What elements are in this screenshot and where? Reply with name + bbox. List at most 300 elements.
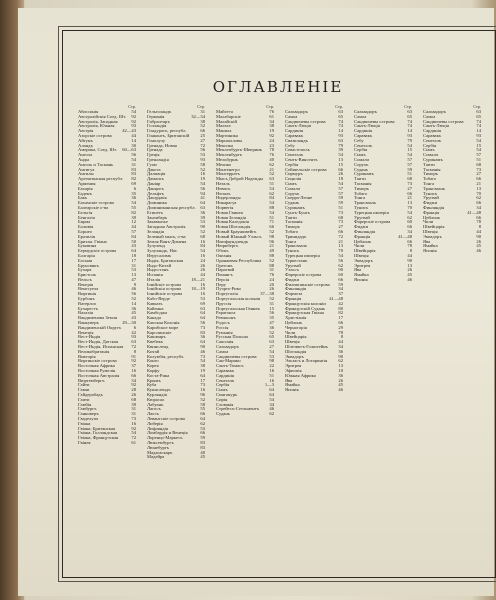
entry-name: Тиморъ <box>285 224 301 230</box>
entry-page: 23 <box>269 142 274 148</box>
entry-page: 9 <box>133 281 136 287</box>
entry-name: Сенегалъ <box>216 377 235 383</box>
entry-page: 54 <box>476 137 481 143</box>
entry-page: 66 <box>338 228 343 234</box>
entry-page: 66 <box>269 224 274 230</box>
entry-name: Гваделупа <box>78 416 99 421</box>
entry-page: 41—48 <box>329 296 343 302</box>
entry-page: 27 <box>338 224 343 230</box>
entry-page: 63 <box>407 109 412 114</box>
entry-page: 52 <box>200 396 205 402</box>
entry-name: Цейлонъ <box>285 320 303 326</box>
entry-name: Румынія <box>216 329 233 335</box>
entry-name: Наталь <box>216 180 230 186</box>
entry-page: 34 <box>269 118 274 124</box>
entry-name: Сандвичевы острова <box>354 118 395 124</box>
entry-name: Тобаго <box>354 190 368 196</box>
entry-name: Сорухъ <box>285 190 300 196</box>
entry-name: Антилы <box>78 171 94 177</box>
entry-name: Буковина <box>78 243 97 249</box>
entry-page: 16 <box>200 238 205 244</box>
entry-name: Викторія <box>78 353 96 359</box>
entry-name: Сейшельскіе острова <box>285 166 327 172</box>
entry-page: 31 <box>131 161 136 167</box>
entry-page: 64 <box>200 315 205 321</box>
entry-name: Западная Австралія <box>147 224 186 230</box>
entry-name: Корфу <box>147 368 160 374</box>
entry-page: 21 <box>476 180 481 186</box>
entry-page: 39 <box>200 214 205 220</box>
entry-page: 28 <box>131 387 136 393</box>
entry-name: Лабуанъ <box>147 401 164 407</box>
entry-name: Реюньонъ <box>216 315 236 321</box>
entry-page: 16 <box>269 377 274 383</box>
entry-page: 34 <box>338 344 343 350</box>
entry-name: Ява <box>354 267 362 273</box>
entry-page: 66 <box>476 214 481 220</box>
entry-page: 54 <box>476 147 481 153</box>
entry-name: Таити <box>285 214 297 220</box>
entry-page: 52 <box>200 166 205 172</box>
entry-page: 62 <box>338 358 343 364</box>
entry-page: 93 <box>131 123 136 129</box>
entry-page: 58 <box>200 401 205 407</box>
entry-page: 96 <box>269 238 274 244</box>
entry-name: Туркестанъ <box>285 257 308 263</box>
entry-name: Христіанія <box>285 315 307 321</box>
entry-page: 17 <box>200 377 205 383</box>
entry-name: Лоренцо-Маркесъ <box>147 435 183 441</box>
entry-name: Венесуела <box>78 286 99 292</box>
page-column-header: Стр. <box>266 104 274 109</box>
entry-page: 8 <box>340 334 343 340</box>
entry-page: 51 <box>476 156 481 162</box>
entry-page: 6 <box>133 324 136 330</box>
entry-name: Франція <box>354 233 371 239</box>
entry-name: Фарерскіе острова <box>285 272 322 278</box>
entry-page: 45 <box>200 454 205 460</box>
entry-name: Гаваи <box>78 387 90 393</box>
entry-name: Вест-Индія <box>78 334 101 340</box>
entry-name: Бристоль <box>78 272 97 278</box>
entry-name: Лифляндія <box>147 425 169 431</box>
entry-page: 68 <box>200 233 205 239</box>
entry-name: Гвінея <box>78 439 91 445</box>
entry-page: 38 <box>200 363 205 369</box>
entry-page: 54 <box>200 180 205 186</box>
entry-page: 31 <box>131 406 136 412</box>
entry-name: Никарагуа <box>216 200 237 206</box>
entry-name: Ганноверъ <box>78 411 99 417</box>
entry-page: 27 <box>476 171 481 177</box>
entry-page: 84 <box>200 243 205 249</box>
entry-name: Корея <box>147 363 159 369</box>
entry-page: 15 <box>338 161 343 167</box>
entry-name: Гвіана <box>78 420 91 426</box>
entry-name: Саравакъ <box>423 132 442 138</box>
entry-name: Гондурасъ, республ. <box>147 128 187 134</box>
entry-name: Камбоджа <box>147 310 168 316</box>
entry-name: Шлезвигъ-Голштейнъ <box>285 344 328 350</box>
entry-name: Виргинскіе острова <box>78 358 117 364</box>
entry-name: Сардинія <box>423 128 441 134</box>
entry-name: Сербія <box>354 147 368 153</box>
entry-page: 36 <box>338 348 343 354</box>
entry-page: 96 <box>200 392 205 398</box>
entry-page: 78 <box>476 219 481 225</box>
entry-name: Оранжевая Республика <box>216 257 262 263</box>
entry-page: 13 <box>338 243 343 249</box>
entry-name: Ямайка <box>285 382 300 388</box>
entry-name: Ньюфаундлендъ <box>216 238 249 244</box>
entry-page: 66 <box>200 128 205 134</box>
entry-name: Гельголандъ <box>147 109 172 114</box>
entry-page: 65 <box>407 113 412 119</box>
entry-page: 47 <box>131 276 136 282</box>
entry-page: 52 <box>131 296 136 302</box>
entry-page: 66 <box>338 320 343 326</box>
entry-name: Сан-Марино <box>216 358 241 364</box>
entry-page: 6 <box>133 185 136 191</box>
entry-page: 76 <box>269 152 274 158</box>
entry-page: 54 <box>338 252 343 258</box>
entry-page: 10 <box>338 368 343 374</box>
entry-name: Мекленбургъ <box>216 152 243 158</box>
entry-name: Сербія <box>285 161 299 167</box>
entry-page: 41 <box>200 195 205 201</box>
entry-name: Черногорія <box>285 324 307 330</box>
entry-name: Бухарестъ <box>78 305 98 311</box>
entry-name: Данцигъ <box>147 185 164 191</box>
index-column <box>354 104 412 564</box>
entry-page: 57 <box>407 156 412 162</box>
entry-page: 52 <box>269 296 274 302</box>
entry-page: 46 <box>338 387 343 393</box>
entry-name: Филиппинскіе острова <box>285 281 330 287</box>
entry-name: Тасманія <box>285 219 303 225</box>
entry-page: 55 <box>131 204 136 210</box>
entry-page: 92 <box>131 113 136 119</box>
entry-page: 13 <box>131 272 136 278</box>
entry-name: Манила <box>216 128 232 134</box>
entry-name: Мысъ Доброй Надежды <box>216 176 264 182</box>
entry-name: Карибское море <box>147 324 179 330</box>
entry-page: 88 <box>269 262 274 268</box>
entry-page: 21 <box>338 238 343 244</box>
entry-name: Гамбургъ <box>78 406 97 412</box>
entry-name: Японія <box>354 276 368 282</box>
entry-page: 76 <box>269 109 274 114</box>
entry-page: 36 <box>269 324 274 330</box>
entry-page: 83 <box>200 439 205 445</box>
entry-page: 16 <box>131 420 136 426</box>
entry-page: 42 <box>338 300 343 306</box>
entry-name: Монтенегро <box>216 166 240 172</box>
entry-name: Сомали <box>354 156 369 162</box>
entry-page: 13 <box>476 185 481 191</box>
entry-name: Судань <box>216 411 230 417</box>
entry-page: 68 <box>338 214 343 220</box>
entry-name: Квебекъ <box>147 339 164 345</box>
entry-page: 88 <box>269 252 274 258</box>
entry-page: 39 <box>131 401 136 407</box>
entry-name: Маршалловы <box>216 137 243 143</box>
entry-name: Антигуа <box>78 166 95 172</box>
entry-page: 51 <box>338 204 343 210</box>
entry-page: 90 <box>200 224 205 230</box>
entry-page: 62 <box>407 214 412 220</box>
entry-name: Восточная Африка <box>78 363 115 369</box>
entry-name: Сантъ-Люція <box>285 123 311 129</box>
entry-name: Японія <box>423 248 437 254</box>
entry-name: Сицилія <box>285 176 302 182</box>
entry-page: 52 <box>269 329 274 335</box>
entry-name: Люнебургъ <box>147 444 170 450</box>
entry-page: 31 <box>131 262 136 268</box>
entry-page: 80 <box>338 305 343 311</box>
entry-name: Колумбія, республ. <box>147 353 185 359</box>
entry-page: 65 <box>476 113 481 119</box>
entry-name: Кавказъ <box>147 300 163 306</box>
entry-name: Сомали <box>285 185 300 191</box>
entry-page: 46 <box>131 286 136 292</box>
entry-name: Майотта <box>216 109 233 114</box>
entry-page: 54 <box>407 152 412 158</box>
entry-page: 31 <box>269 267 274 273</box>
entry-name: Далмація <box>147 171 166 177</box>
entry-name: Гренландія <box>147 156 169 162</box>
entry-name: Франція <box>423 209 440 215</box>
entry-page: 40 <box>200 449 205 455</box>
entry-name: Стрейтсъ-Сетльментъ <box>216 406 260 412</box>
entry-page: 70 <box>407 204 412 210</box>
entry-name: Французская Гвіана <box>285 310 324 316</box>
entry-page: 68 <box>476 161 481 167</box>
entry-name: Аргентинская республ. <box>78 176 124 182</box>
entry-name: Гаити <box>78 396 90 402</box>
entry-name: Ява <box>285 377 293 383</box>
entry-page: 44 <box>407 252 412 258</box>
entry-name: Зулуландъ, Нат. <box>147 248 178 254</box>
entry-page: 82 <box>131 209 136 215</box>
entry-name: Болгарія <box>78 252 95 258</box>
entry-page: 54 <box>269 200 274 206</box>
entry-page: 26 <box>269 286 274 292</box>
entry-name: Чили <box>285 329 296 335</box>
entry-name: Сентъ-Винсентъ <box>285 156 318 162</box>
index-entry <box>354 278 412 283</box>
entry-name: Иерусалимъ <box>147 252 172 258</box>
entry-name: Ямайка <box>423 243 438 249</box>
entry-page: 56 <box>200 147 205 153</box>
entry-page: 66 <box>338 166 343 172</box>
entry-name: Эльзасъ и Лотарингія <box>285 358 328 364</box>
index-column <box>216 104 274 564</box>
album-page <box>18 8 494 596</box>
entry-page: 41—48 <box>398 233 412 239</box>
entry-page: 91 <box>131 353 136 359</box>
entry-page: 51 <box>269 372 274 378</box>
entry-name: Сальвадоръ <box>285 109 308 114</box>
entry-name: Финляндія <box>354 228 376 234</box>
entry-name: Бакъ <box>78 195 88 201</box>
entry-page: 16 <box>200 171 205 177</box>
entry-page: 24 <box>200 257 205 263</box>
entry-page: 54 <box>200 358 205 364</box>
index-entry <box>285 388 343 393</box>
entry-page: 46 <box>476 248 481 254</box>
entry-page: 12 <box>131 219 136 225</box>
entry-page: 31 <box>200 109 205 114</box>
entry-name: Швеція <box>285 339 300 345</box>
entry-name: Сардинія <box>354 128 372 134</box>
entry-name: Сорухъ <box>354 161 369 167</box>
entry-name: Словакія <box>216 401 234 407</box>
entry-page: 54 <box>131 200 136 206</box>
entry-name: Ангола <box>78 152 93 158</box>
entry-name: Боливія <box>78 224 94 230</box>
entry-name: Нидерланды <box>216 195 241 201</box>
entry-name: Голландія <box>147 123 167 129</box>
entry-page: 13 <box>407 200 412 206</box>
entry-name: Суринамъ <box>354 171 374 177</box>
entry-name: Трансвааль <box>354 200 377 206</box>
entry-page: 54 <box>269 348 274 354</box>
entry-name: Швейцарія <box>285 334 307 340</box>
entry-name: Сербія <box>216 382 230 388</box>
entry-name: Бенгалія <box>78 214 95 220</box>
entry-name: Куинслендъ <box>147 387 171 393</box>
entry-page: 21 <box>407 195 412 201</box>
entry-page: 83 <box>131 171 136 177</box>
entry-page: 34 <box>269 401 274 407</box>
entry-page: 82 <box>131 176 136 182</box>
entry-page: 53 <box>131 267 136 273</box>
entry-name: Тунисъ <box>423 190 438 196</box>
entry-name: Вест-Индія, Испанская <box>78 344 124 350</box>
entry-page: 26 <box>338 171 343 177</box>
entry-name: Мексика <box>216 142 233 148</box>
entry-name: Америка, Соед. Шт. <box>78 147 117 153</box>
entry-page: 93 <box>407 132 412 138</box>
entry-name: Брунсвикъ <box>78 262 99 268</box>
entry-page: 78 <box>338 329 343 335</box>
entry-page: 27 <box>407 185 412 191</box>
entry-name: Бразилія <box>78 233 95 239</box>
entry-page: 24 <box>269 276 274 282</box>
entry-name: Сенегалъ <box>354 142 373 148</box>
entry-page: 56 <box>338 257 343 263</box>
entry-name: Абиссинія <box>78 109 99 114</box>
entry-name: Гамбія <box>78 401 92 407</box>
entry-page: 30 <box>131 142 136 148</box>
entry-name: Португалія <box>216 291 238 297</box>
entry-name: Люксембургъ <box>147 439 174 445</box>
entry-page: 39 <box>338 147 343 153</box>
entry-page: 62 <box>200 420 205 426</box>
entry-name: Британ. Гвіана <box>78 238 107 244</box>
entry-page: 92 <box>131 358 136 364</box>
entry-page: 36 <box>200 334 205 340</box>
entry-page: 79 <box>338 142 343 148</box>
entry-page: 26 <box>338 377 343 383</box>
entry-name: Новый Южный Уэльсъ <box>216 233 262 239</box>
entry-name: Фарерскіе острова <box>354 219 391 225</box>
entry-name: Самоа <box>216 348 229 354</box>
entry-name: Закавказье <box>147 219 168 225</box>
entry-name: Бухара <box>78 267 92 273</box>
index-entry <box>423 249 481 254</box>
entry-page: 13 <box>338 156 343 162</box>
entry-name: Финляндія <box>285 286 307 292</box>
entry-name: Шотландія <box>285 348 307 354</box>
entry-page: 21 <box>269 166 274 172</box>
entry-page: 68 <box>407 176 412 182</box>
entry-page: 44 <box>131 224 136 230</box>
entry-name: Ватерлоо <box>78 300 97 306</box>
entry-name: Анды <box>78 156 90 162</box>
entry-page: 66 <box>476 176 481 182</box>
entry-name: Сенегалъ <box>285 152 304 158</box>
entry-name: Франція <box>285 296 302 302</box>
entry-name: Балеарскіе о-ва <box>78 204 109 210</box>
entry-name: Тунисъ <box>354 204 369 210</box>
entry-page: 74 <box>407 118 412 124</box>
entry-name: Сантъ-Томасъ <box>216 363 244 369</box>
entry-page: 65 <box>269 334 274 340</box>
entry-name: Суданъ <box>285 200 300 206</box>
entry-page: 93 <box>476 132 481 138</box>
entry-name: Конго <box>147 358 159 364</box>
entry-page: 72 <box>131 344 136 350</box>
entry-name: Индія, Британская <box>147 257 184 263</box>
entry-name: Ванкуверъ <box>78 320 99 326</box>
entry-page: 72 <box>131 435 136 441</box>
entry-page: 90 <box>476 233 481 239</box>
entry-page: 54 <box>269 185 274 191</box>
entry-page: 74 <box>338 123 343 129</box>
entry-page: 18 <box>338 176 343 182</box>
entry-name: Себу <box>285 142 295 148</box>
entry-page: 64 <box>200 416 205 421</box>
entry-name: Венеція <box>78 329 94 335</box>
entry-page: 78 <box>269 147 274 153</box>
entry-page: 54 <box>269 209 274 215</box>
entry-page: 34 <box>407 228 412 234</box>
entry-name: Доминиканская республ. <box>147 204 196 210</box>
entry-page: 26 <box>476 238 481 244</box>
entry-name: Сардинія <box>285 128 303 134</box>
entry-page: 54 <box>131 430 136 436</box>
entry-page: 98 <box>269 233 274 239</box>
entry-page: 8 <box>409 248 412 254</box>
entry-name: Куба <box>147 382 157 388</box>
entry-page: 88 <box>269 204 274 210</box>
entry-page: 90 <box>338 353 343 359</box>
entry-name: Австрія <box>78 128 94 134</box>
entry-page: 53 <box>200 219 205 225</box>
entry-name: Дакота <box>147 166 161 172</box>
entry-page: 53 <box>200 152 205 158</box>
entry-page: 19 <box>269 128 274 134</box>
entry-name: Вандименскій Округъ <box>78 324 122 330</box>
entry-name: Германія <box>147 113 165 119</box>
index-column <box>78 104 136 564</box>
entry-page: 62 <box>338 262 343 268</box>
entry-page: 73 <box>338 209 343 215</box>
entry-page: 34 <box>338 286 343 292</box>
entry-name: Испанія <box>147 272 163 278</box>
